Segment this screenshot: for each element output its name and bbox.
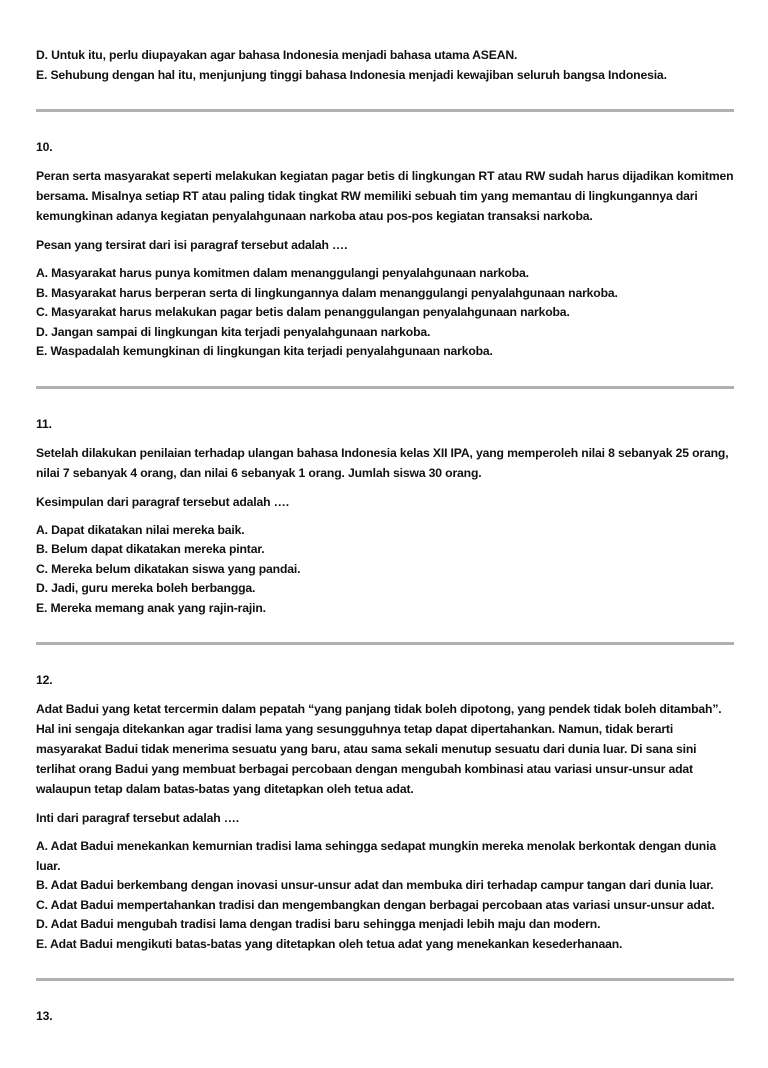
option-e: E. Adat Badui mengikuti batas-batas yang ditetapkan oleh tetua adat yang menekankan kesederhanaan. xyxy=(36,936,623,951)
option-e: E. Waspadalah kemungkinan di lingkungan kita terjadi penyalahgunaan narkoba. xyxy=(36,344,493,358)
option-c: C. Mereka belum dikatakan siswa yang pandai. xyxy=(36,561,301,576)
question-prompt: Inti dari paragraf tersebut adalah …. xyxy=(36,811,240,825)
option-a: A. Masyarakat harus punya komitmen dalam menanggulangi penyalahgunaan narkoba. xyxy=(36,266,529,280)
option-b: B. Masyarakat harus berperan serta di lingkungannya dalam menanggulangi penyalahgunaan narkoba. xyxy=(36,285,618,300)
option-b: B. Adat Badui berkembang dengan inovasi unsur-unsur adat dan membuka diri terhadap campur tangan dari dunia luar. xyxy=(36,878,714,892)
question-12 xyxy=(36,645,734,954)
option-b: B. Belum dapat dikatakan mereka pintar. xyxy=(36,542,265,556)
option-a: A. Adat Badui menekankan kemurnian tradisi lama sehingga sedapat mungkin mereka menolak berkontak dengan dunia luar. xyxy=(36,839,716,873)
question-number: 10. xyxy=(36,140,53,154)
option-d: D. Adat Badui mengubah tradisi lama dengan tradisi baru sehingga menjadi lebih maju dan modern. xyxy=(36,917,601,931)
option-c: C. Adat Badui mempertahankan tradisi dan mengembangkan dengan berbagai percobaan atas variasi unsur-unsur adat. xyxy=(36,897,715,912)
option-a: A. Dapat dikatakan nilai mereka baik. xyxy=(36,522,245,537)
question-paragraph: Peran serta masyarakat seperti melakukan kegiatan pagar betis di lingkungan RT atau RW sudah harus dijadikan komitmen bersama. Misalnya setiap RT atau paling tidak tingkat RW memiliki sebuah tim yang memantau di lingkungannya dari kemungkinan adanya kegiatan penyalahgunaan narkoba atau pos-pos kegiatan transaksi narkoba. xyxy=(36,169,734,223)
question-paragraph: Adat Badui yang ketat tercermin dalam pepatah “yang panjang tidak boleh dipotong, yang pendek tidak boleh ditambah”. Hal ini sengaja ditekankan agar tradisi lama yang sesungguhnya tetap dapat dipertahankan. Namun, tidak berarti masyarakat Badui tidak menerima sesuatu yang baru, atau sama sekali menutup sesuatu dari dunia luar. Di sana sini terlihat orang Badui yang membuat berbagai percobaan dengan mengubah kombinasi atau variasi unsur-unsur adat walaupun tetap dalam batas-batas yang ditetapkan oleh tetua adat. xyxy=(36,702,722,796)
question-number: 12. xyxy=(36,673,53,687)
question-13 xyxy=(36,981,734,1026)
option-d: D. Jadi, guru mereka boleh berbangga. xyxy=(36,581,256,595)
option-e: E. Sehubung dengan hal itu, menjunjung tinggi bahasa Indonesia menjadi kewajiban seluruh bangsa Indonesia. xyxy=(36,67,667,82)
question-paragraph: Setelah dilakukan penilaian terhadap ulangan bahasa Indonesia kelas XII IPA, yang memperoleh nilai 8 sebanyak 25 orang, nilai 7 sebanyak 4 orang, dan nilai 6 sebanyak 1 orang. Jumlah siswa 30 orang. xyxy=(36,445,729,480)
document-page xyxy=(36,46,734,1026)
question-number: 13. xyxy=(36,1009,53,1023)
question-number: 11. xyxy=(36,416,52,431)
question-prompt: Pesan yang tersirat dari isi paragraf tersebut adalah …. xyxy=(36,238,348,252)
option-d: D. Jangan sampai di lingkungan kita terjadi penyalahgunaan narkoba. xyxy=(36,324,431,339)
question-10 xyxy=(36,112,734,362)
option-c: C. Masyarakat harus melakukan pagar betis dalam penanggulangan penyalahgunaan narkoba. xyxy=(36,305,570,319)
option-e: E. Mereka memang anak yang rajin-rajin. xyxy=(36,600,266,615)
question-11 xyxy=(36,389,734,619)
option-d: D. Untuk itu, perlu diupayakan agar bahasa Indonesia menjadi bahasa utama ASEAN. xyxy=(36,48,518,62)
question-prompt: Kesimpulan dari paragraf tersebut adalah …. xyxy=(36,494,289,509)
